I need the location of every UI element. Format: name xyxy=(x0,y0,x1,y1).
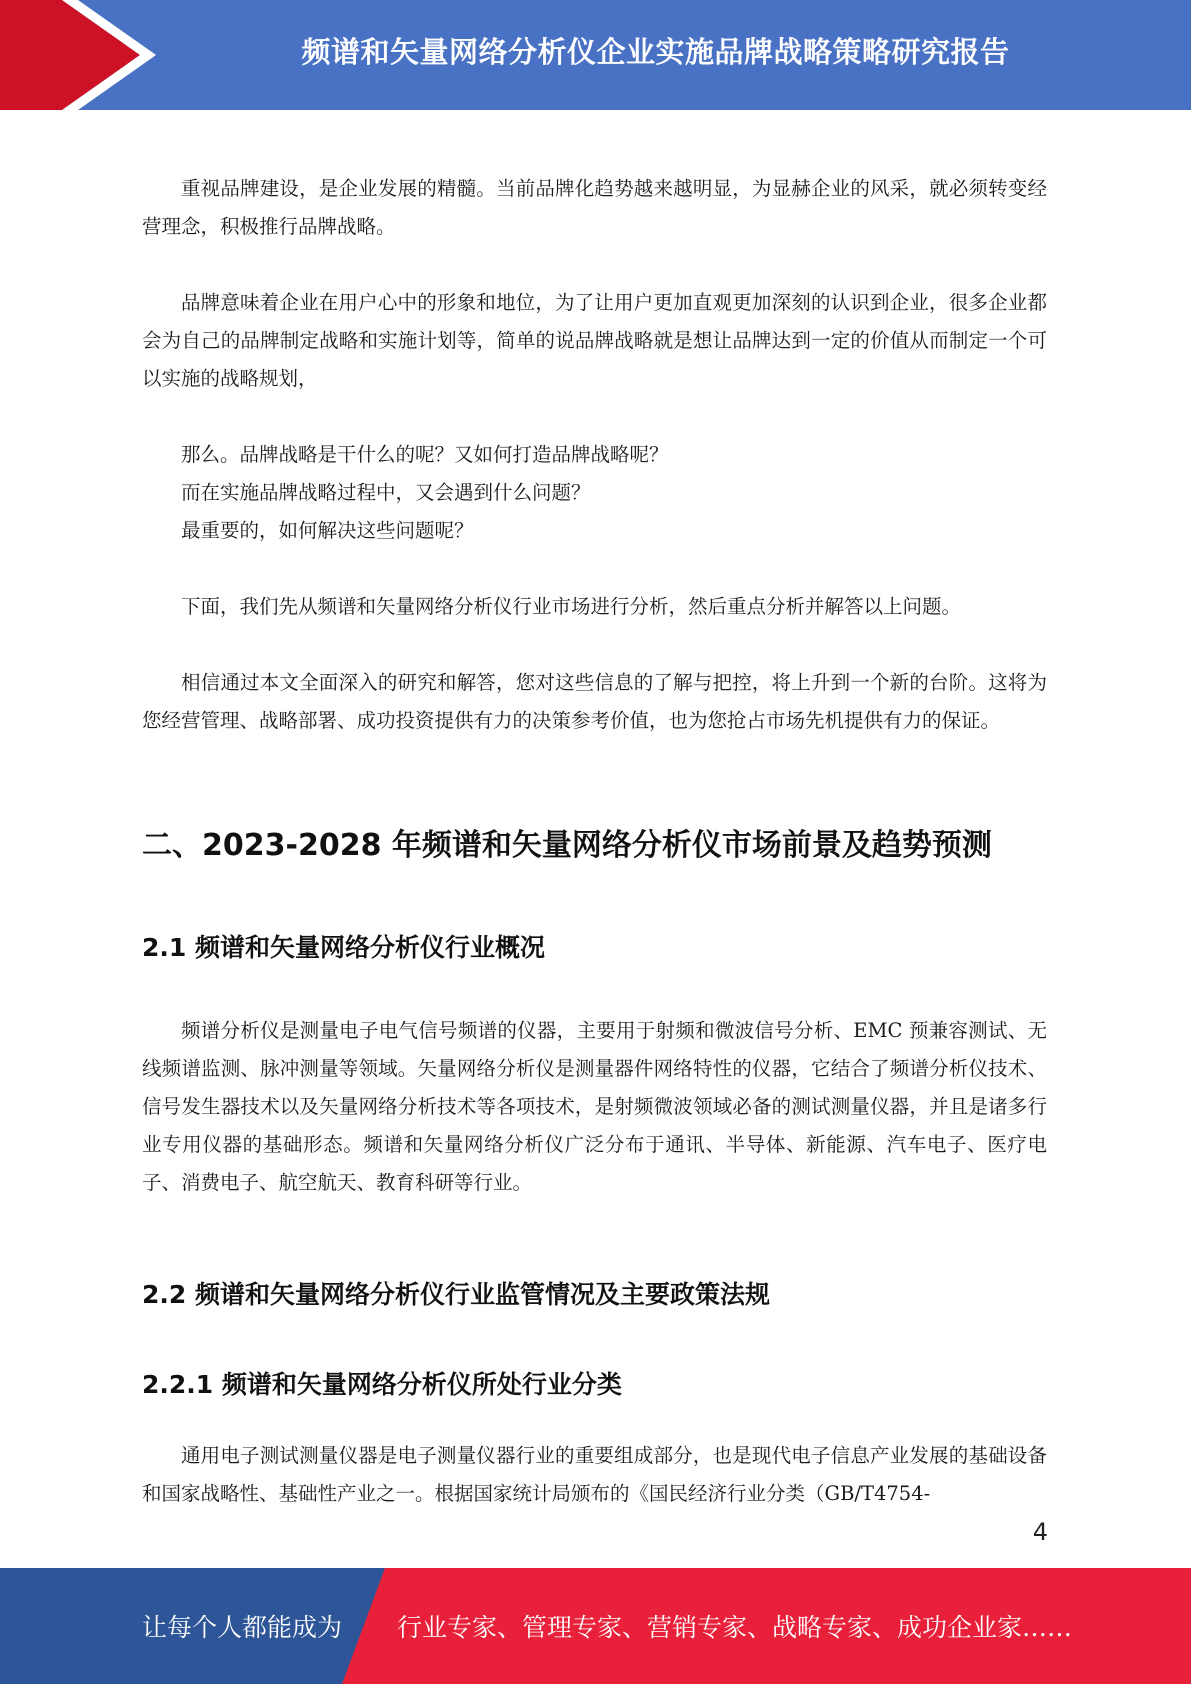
subsection-heading-2-2: 2.2 频谱和矢量网络分析仪行业监管情况及主要政策法规 xyxy=(142,1280,770,1309)
subsection-2-2-1-paragraph: 通用电子测试测量仪器是电子测量仪器行业的重要组成部分，也是现代电子信息产业发展的基础设备和国家战略性、基础性产业之一。根据国家统计局颁布的《国民经济行业分类（GB/T4754- xyxy=(142,1444,1047,1505)
subsection-2-2-1-body xyxy=(142,1437,1047,1513)
subsection-2-1-paragraph: 频谱分析仪是测量电子电气信号频谱的仪器，主要用于射频和微波信号分析、EMC 预兼容测试、无线频谱监测、脉冲测量等领域。矢量网络分析仪是测量器件网络特性的仪器，它结合了频谱分析仪技术、信号发生器技术以及矢量网络分析技术等各项技术，是射频微波领域必备的测试测量仪器，并且是诸多行业专用仪器的基础形态。频谱和矢量网络分析仪广泛分布于通讯、半导体、新能源、汽车电子、医疗电子、消费电子、航空航天、教育科研等行业。 xyxy=(142,1019,1047,1194)
subsection-2-1-body xyxy=(142,1012,1047,1202)
footer-slogan-left: 让每个人都能成为 xyxy=(142,1613,343,1642)
section-heading: 二、2023-2028 年频谱和矢量网络分析仪市场前景及趋势预测 xyxy=(142,828,992,863)
intro-paragraph-4: 相信通过本文全面深入的研究和解答，您对这些信息的了解与把控，将上升到一个新的台阶。这将为您经营管理、战略部署、成功投资提供有力的决策参考价值，也为您抢占市场先机提供有力的保证。 xyxy=(142,671,1047,732)
subsection-heading-2-1: 2.1 频谱和矢量网络分析仪行业概况 xyxy=(142,933,545,962)
intro-paragraph-1: 重视品牌建设，是企业发展的精髓。当前品牌化趋势越来越明显，为显赫企业的风采，就必须转变经营理念，积极推行品牌战略。 xyxy=(142,177,1047,238)
page-footer xyxy=(0,1568,1191,1684)
intro-question-2: 而在实施品牌战略过程中，又会遇到什么问题？ xyxy=(181,481,591,504)
intro-question-1: 那么。品牌战略是干什么的呢？又如何打造品牌战略呢？ xyxy=(181,443,669,466)
page-header xyxy=(0,0,1191,110)
intro-question-3: 最重要的，如何解决这些问题呢？ xyxy=(181,519,474,542)
page-number: 4 xyxy=(1032,1518,1048,1546)
report-title: 频谱和矢量网络分析仪企业实施品牌战略策略研究报告 xyxy=(301,34,1010,69)
intro-section xyxy=(142,170,1047,740)
subsection-heading-2-2-1: 2.2.1 频谱和矢量网络分析仪所处行业分类 xyxy=(142,1370,622,1399)
intro-paragraph-2: 品牌意味着企业在用户心中的形象和地位，为了让用户更加直观更加深刻的认识到企业，很多企业都会为自己的品牌制定战略和实施计划等，简单的说品牌战略就是想让品牌达到一定的价值从而制定一个可以实施的战略规划， xyxy=(142,291,1047,390)
intro-paragraph-3: 下面，我们先从频谱和矢量网络分析仪行业市场进行分析，然后重点分析并解答以上问题。 xyxy=(181,595,962,618)
footer-slogan-right: 行业专家、管理专家、营销专家、战略专家、成功企业家…… xyxy=(397,1613,1073,1642)
